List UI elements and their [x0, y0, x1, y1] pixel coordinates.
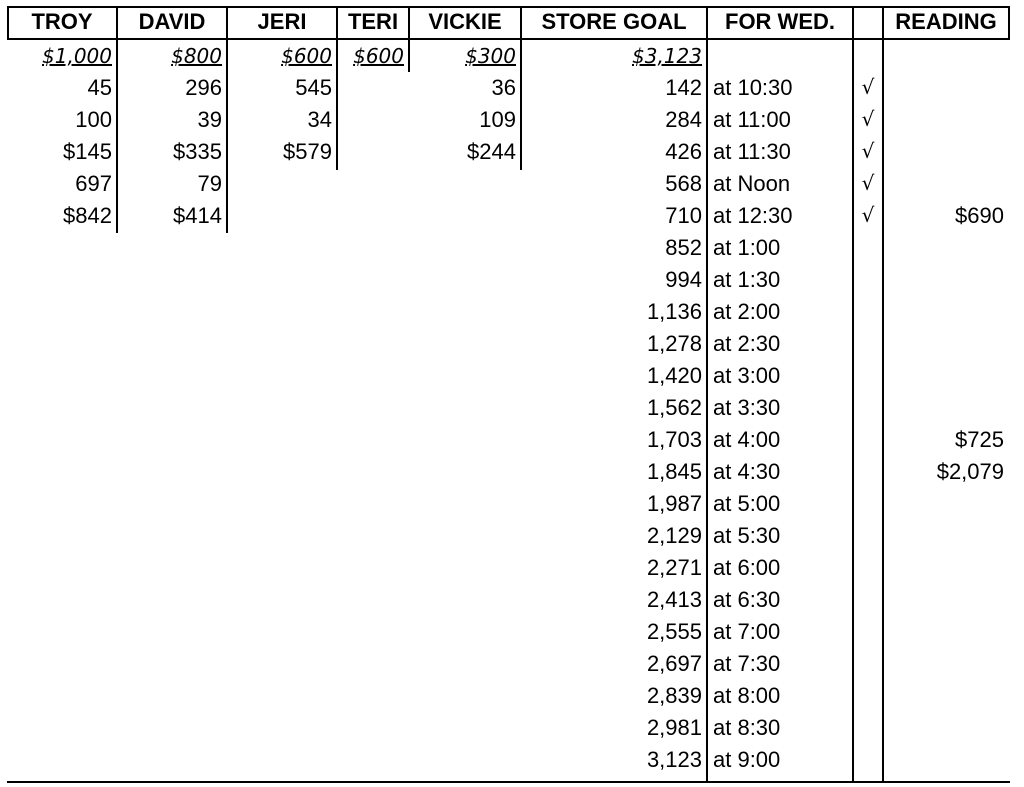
david-cell: 79 [197, 171, 222, 196]
goal-troy: $1,000 [42, 44, 112, 68]
time-cell: at 7:30 [713, 651, 781, 676]
divider-teri-vickie [408, 40, 410, 72]
divider-vickie-store-header [520, 6, 522, 40]
header-bottom-border [7, 38, 1010, 40]
divider-vickie-store [520, 40, 522, 170]
time-cell: at 4:00 [713, 427, 781, 452]
store-goal-cell: 2,839 [646, 683, 702, 708]
divider-forwed-check [852, 6, 854, 783]
store-goal-cell: 994 [665, 267, 702, 292]
store-goal-cell: 1,278 [646, 331, 702, 356]
header-jeri: JERI [257, 9, 307, 34]
header-check [854, 7, 880, 38]
reading-cell: $690 [955, 203, 1004, 228]
time-cell: at 1:00 [713, 235, 781, 260]
vickie-cell: 36 [491, 75, 516, 100]
goal-teri: $600 [353, 44, 404, 68]
jeri-cell: 545 [295, 75, 332, 100]
reading-cell: $725 [955, 427, 1004, 452]
time-cell: at 8:30 [713, 715, 781, 740]
store-goal-cell: 1,987 [646, 491, 702, 516]
time-cell: at 5:30 [713, 523, 781, 548]
header-vickie: VICKIE [428, 9, 502, 34]
david-cell: 296 [185, 75, 222, 100]
check-mark: √ [861, 171, 875, 195]
david-cell: 39 [197, 107, 222, 132]
divider-david-jeri-header [226, 6, 228, 40]
store-goal-cell: 710 [665, 203, 702, 228]
check-mark: √ [861, 75, 875, 99]
time-cell: at 6:30 [713, 587, 781, 612]
vickie-cell: 109 [479, 107, 516, 132]
vickie-cell: $244 [467, 139, 516, 164]
store-goal-cell: 1,136 [646, 299, 702, 324]
goal-david: $800 [171, 44, 222, 68]
header-reading: READING [895, 9, 997, 34]
header-teri: TERI [347, 9, 399, 34]
time-cell: at 12:30 [713, 203, 793, 228]
store-goal-cell: 568 [665, 171, 702, 196]
store-goal-cell: 2,271 [646, 555, 702, 580]
divider-store-forwed [706, 6, 708, 783]
divider-david-jeri [226, 40, 228, 233]
david-cell: $414 [173, 203, 222, 228]
time-cell: at 6:00 [713, 555, 781, 580]
outer-right-border [1008, 6, 1010, 40]
divider-jeri-teri [336, 40, 338, 170]
divider-troy-david-header [116, 6, 118, 40]
divider-teri-vickie-header [408, 6, 410, 40]
check-mark: √ [861, 203, 875, 227]
store-goal-cell: 284 [665, 107, 702, 132]
outer-top-border [7, 6, 1010, 8]
time-cell: at 10:30 [713, 75, 793, 100]
time-cell: at 8:00 [713, 683, 781, 708]
troy-cell: $842 [63, 203, 112, 228]
time-cell: at 2:30 [713, 331, 781, 356]
header-store-goal: STORE GOAL [541, 9, 687, 34]
time-cell: at Noon [713, 171, 791, 196]
goal-vickie: $300 [465, 44, 516, 68]
store-goal-cell: 3,123 [646, 747, 702, 772]
store-goal-cell: 1,420 [646, 363, 702, 388]
store-goal-cell: 1,703 [646, 427, 702, 452]
goal-store: $3,123 [632, 44, 702, 68]
troy-cell: $145 [63, 139, 112, 164]
store-goal-cell: 2,413 [646, 587, 702, 612]
header-for-wed: FOR WED. [725, 9, 835, 34]
david-cell: $335 [173, 139, 222, 164]
header-troy: TROY [31, 9, 93, 34]
store-goal-cell: 1,562 [646, 395, 702, 420]
time-cell: at 7:00 [713, 619, 781, 644]
store-goal-cell: 2,981 [646, 715, 702, 740]
troy-cell: 45 [87, 75, 112, 100]
divider-troy-david [116, 40, 118, 233]
store-goal-cell: 142 [665, 75, 702, 100]
time-cell: at 11:00 [713, 107, 791, 132]
troy-cell: 100 [75, 107, 112, 132]
divider-jeri-teri-header [336, 6, 338, 40]
time-cell: at 5:00 [713, 491, 781, 516]
store-goal-cell: 2,129 [646, 523, 702, 548]
troy-cell: 697 [75, 171, 112, 196]
goal-jeri: $600 [281, 44, 332, 68]
store-goal-cell: 852 [665, 235, 702, 260]
time-cell: at 1:30 [713, 267, 781, 292]
divider-check-reading [882, 6, 884, 783]
store-goal-cell: 2,697 [646, 651, 702, 676]
check-mark: √ [861, 139, 875, 163]
outer-bottom-border [7, 781, 1010, 783]
time-cell: at 4:30 [713, 459, 781, 484]
header-david: DAVID [138, 9, 206, 34]
time-cell: at 3:00 [713, 363, 781, 388]
jeri-cell: $579 [283, 139, 332, 164]
time-cell: at 11:30 [713, 139, 791, 164]
time-cell: at 9:00 [713, 747, 781, 772]
time-cell: at 2:00 [713, 299, 781, 324]
jeri-cell: 34 [307, 107, 332, 132]
store-goal-cell: 2,555 [646, 619, 702, 644]
store-goal-cell: 426 [665, 139, 702, 164]
outer-left-border [7, 6, 9, 40]
store-goal-cell: 1,845 [646, 459, 702, 484]
check-mark: √ [861, 107, 875, 131]
reading-cell: $2,079 [936, 459, 1004, 484]
time-cell: at 3:30 [713, 395, 781, 420]
